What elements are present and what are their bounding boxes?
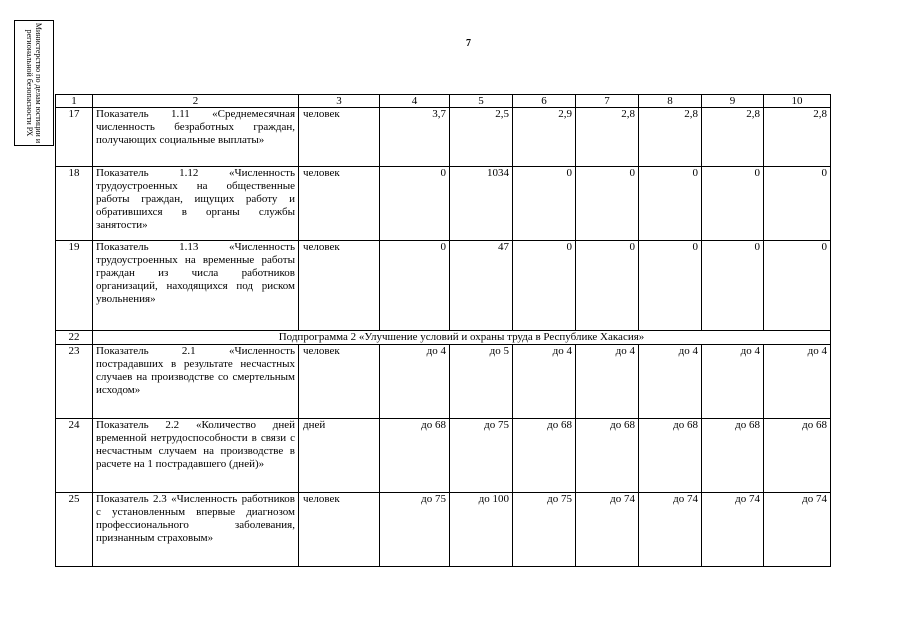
value-cell: 0	[576, 167, 639, 241]
indicator-name: Показатель 1.13 «Численность трудоустроенных на временные работы граждан из числа работников организаций, находящихся под риском увольнения»	[93, 241, 299, 331]
column-header: 5	[450, 95, 513, 108]
value-cell: 47	[450, 241, 513, 331]
unit-cell: человек	[299, 108, 380, 167]
table-header-row	[56, 95, 831, 108]
value-cell: 2,8	[639, 108, 702, 167]
indicator-name: Показатель 1.11 «Среднемесячная численность безработных граждан, получающих социальные выплаты»	[93, 108, 299, 167]
value-cell: 2,8	[576, 108, 639, 167]
value-cell: до 74	[764, 493, 831, 567]
column-header: 4	[380, 95, 450, 108]
indicator-name: Показатель 2.3 «Численность работников с установленным впервые диагнозом профессионального заболевания, признанным страховым»	[93, 493, 299, 567]
unit-cell: человек	[299, 167, 380, 241]
column-header: 10	[764, 95, 831, 108]
value-cell: до 100	[450, 493, 513, 567]
value-cell: 0	[764, 241, 831, 331]
table-row	[56, 108, 831, 167]
unit-cell: человек	[299, 493, 380, 567]
value-cell: до 4	[764, 345, 831, 419]
row-number: 23	[56, 345, 93, 419]
row-number: 24	[56, 419, 93, 493]
column-header: 2	[93, 95, 299, 108]
subprogram-title: Подпрограмма 2 «Улучшение условий и охраны труда в Республике Хакасия»	[93, 331, 831, 345]
value-cell: 0	[639, 241, 702, 331]
value-cell: до 4	[513, 345, 576, 419]
row-number: 19	[56, 241, 93, 331]
value-cell: 0	[702, 167, 764, 241]
column-header: 1	[56, 95, 93, 108]
column-header: 9	[702, 95, 764, 108]
value-cell: 0	[764, 167, 831, 241]
table-row	[56, 167, 831, 241]
value-cell: до 75	[513, 493, 576, 567]
value-cell: до 68	[702, 419, 764, 493]
indicator-name: Показатель 1.12 «Численность трудоустроенных на общественные работы граждан, ищущих работу и обратившихся в органы службы занятости»	[93, 167, 299, 241]
value-cell: 0	[702, 241, 764, 331]
indicator-name: Показатель 2.1 «Численность пострадавших в результате несчастных случаев на производстве со смертельным исходом»	[93, 345, 299, 419]
row-number: 25	[56, 493, 93, 567]
row-number: 17	[56, 108, 93, 167]
value-cell: 2,8	[702, 108, 764, 167]
value-cell: 2,8	[764, 108, 831, 167]
value-cell: до 75	[450, 419, 513, 493]
value-cell: до 4	[639, 345, 702, 419]
table-row	[56, 493, 831, 567]
value-cell: 0	[576, 241, 639, 331]
value-cell: до 4	[702, 345, 764, 419]
value-cell: до 68	[380, 419, 450, 493]
unit-cell: человек	[299, 241, 380, 331]
value-cell: 2,5	[450, 108, 513, 167]
indicators-table	[55, 94, 831, 567]
column-header: 6	[513, 95, 576, 108]
unit-cell: дней	[299, 419, 380, 493]
value-cell: до 4	[380, 345, 450, 419]
value-cell: до 68	[513, 419, 576, 493]
column-header: 3	[299, 95, 380, 108]
value-cell: 3,7	[380, 108, 450, 167]
value-cell: 2,9	[513, 108, 576, 167]
value-cell: 1034	[450, 167, 513, 241]
row-number: 18	[56, 167, 93, 241]
table-row	[56, 241, 831, 331]
value-cell: 0	[513, 167, 576, 241]
unit-cell: человек	[299, 345, 380, 419]
value-cell: до 74	[576, 493, 639, 567]
value-cell: до 5	[450, 345, 513, 419]
value-cell: до 68	[764, 419, 831, 493]
value-cell: до 4	[576, 345, 639, 419]
value-cell: до 74	[639, 493, 702, 567]
subprogram-row	[56, 331, 831, 345]
table-row	[56, 419, 831, 493]
value-cell: 0	[380, 167, 450, 241]
value-cell: 0	[513, 241, 576, 331]
value-cell: до 74	[702, 493, 764, 567]
stamp-text: Министерство по делам юстиции и региональной безопасности РХ	[25, 22, 43, 144]
page-number: 7	[466, 38, 471, 49]
value-cell: до 68	[576, 419, 639, 493]
value-cell: 0	[380, 241, 450, 331]
indicator-name: Показатель 2.2 «Количество дней временной нетрудоспособности в связи с несчастным случаем на производстве в расчете на 1 пострадавшего (дней)»	[93, 419, 299, 493]
row-number: 22	[56, 331, 93, 345]
value-cell: до 75	[380, 493, 450, 567]
value-cell: 0	[639, 167, 702, 241]
ministry-stamp	[14, 20, 54, 146]
value-cell: до 68	[639, 419, 702, 493]
table-row	[56, 345, 831, 419]
column-header: 7	[576, 95, 639, 108]
column-header: 8	[639, 95, 702, 108]
